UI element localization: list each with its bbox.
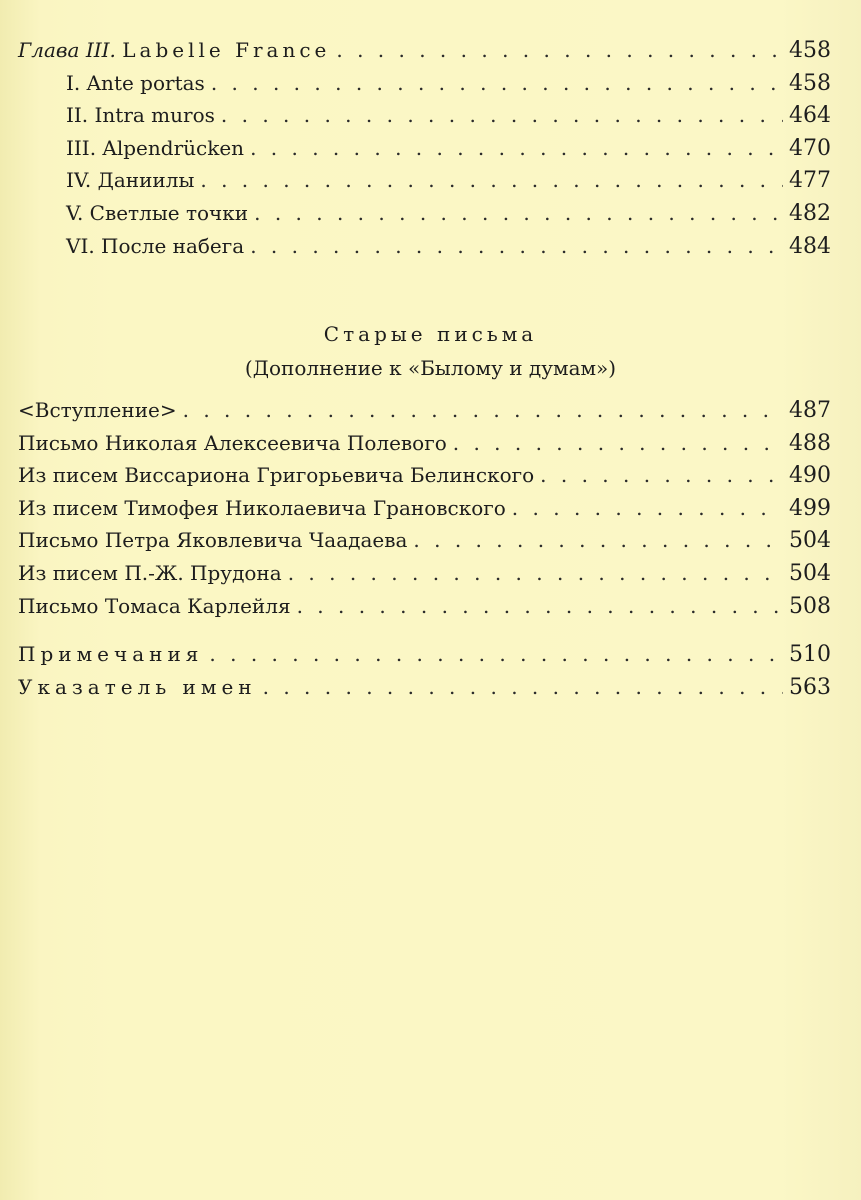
page-number: 458 <box>789 38 831 63</box>
entry-title: Письмо Николая Алексеевича Полевого <box>18 430 447 455</box>
entry-title: Письмо Петра Яковлевича Чаадаева <box>18 528 408 553</box>
leader-dots <box>288 561 783 585</box>
toc-entry <box>18 168 831 201</box>
entry-title: I. Ante portas <box>66 70 205 95</box>
entry-title: <Вступление> <box>18 398 177 422</box>
page-number: 563 <box>789 674 831 700</box>
page-number: 482 <box>789 200 831 226</box>
entry-title: Примечания <box>18 642 204 666</box>
toc-entry <box>18 234 831 267</box>
toc-entry <box>18 71 831 104</box>
toc-entry <box>18 431 831 464</box>
entry-title: IV. Даниилы <box>66 168 195 193</box>
toc-chapter-block <box>18 38 831 266</box>
chapter-label: Глава III. <box>18 38 116 62</box>
page-number: 458 <box>789 70 831 96</box>
toc-appendix-block <box>18 642 831 707</box>
leader-dots <box>540 463 783 487</box>
page-number: 490 <box>789 463 831 489</box>
toc-section-block <box>18 398 831 626</box>
entry-title: Указатель имен <box>18 674 257 699</box>
toc-entry <box>18 561 831 594</box>
toc-entry <box>18 496 831 529</box>
leader-dots <box>221 103 783 127</box>
toc-entry <box>18 136 831 169</box>
toc-entry <box>18 398 831 431</box>
page-number: 504 <box>789 560 831 586</box>
toc-entry <box>18 528 831 561</box>
page-number: 470 <box>789 135 831 161</box>
toc-entry-index <box>18 675 831 708</box>
leader-dots <box>336 38 783 62</box>
page-number: 477 <box>789 168 831 194</box>
leader-dots <box>512 496 783 520</box>
toc-chapter-row <box>18 38 831 71</box>
entry-title: V. Светлые точки <box>66 200 249 225</box>
toc-entry <box>18 103 831 136</box>
leader-dots <box>297 594 783 618</box>
leader-dots <box>183 398 783 422</box>
entry-title: Письмо Томаса Карлейля <box>18 593 291 618</box>
entry-title: III. Alpendrücken <box>66 135 245 160</box>
page-number: 508 <box>789 593 831 619</box>
leader-dots <box>250 234 783 258</box>
leader-dots <box>453 431 783 455</box>
entry-title: II. Intra muros <box>66 103 215 128</box>
page-number: 487 <box>789 398 831 423</box>
leader-dots <box>413 528 783 552</box>
toc-entry <box>18 463 831 496</box>
page-number: 504 <box>789 528 831 554</box>
leader-dots <box>200 168 783 192</box>
section-title: Старые письма <box>323 322 538 346</box>
entry-title: Из писем Виссариона Григорьевича Белинского <box>18 463 535 488</box>
page-number: 499 <box>789 495 831 521</box>
leader-dots <box>254 201 783 225</box>
page-number: 488 <box>789 430 831 456</box>
entry-title: Из писем П.-Ж. Прудона <box>18 560 282 585</box>
entry-title: VI. После набега <box>66 233 245 258</box>
leader-dots <box>211 71 783 95</box>
toc-entry <box>18 201 831 234</box>
leader-dots <box>263 675 783 699</box>
toc-entry <box>18 594 831 627</box>
page-number: 484 <box>789 233 831 259</box>
section-subtitle: (Дополнение к «Былому и думам») <box>244 356 617 380</box>
toc-entry-notes <box>18 642 831 675</box>
page-number: 510 <box>789 642 831 667</box>
page-number: 464 <box>789 103 831 129</box>
leader-dots <box>250 136 783 160</box>
leader-dots <box>209 642 783 666</box>
entry-title: Из писем Тимофея Николаевича Грановского <box>18 495 506 520</box>
chapter-title: Labelle France <box>122 38 331 62</box>
